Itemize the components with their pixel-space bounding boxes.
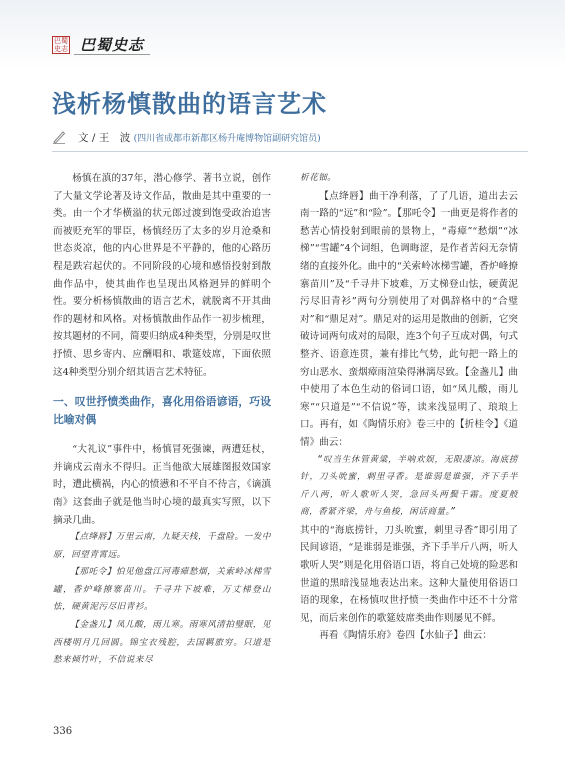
author-affiliation: (四川省成都市新都区杨升庵博物馆副研究馆员) [133,134,321,144]
body-paragraph: “大礼议”事件中，杨慎冒死强谏，两遭廷杖，并谪戍云南永不得归。正当他欲大展雄图报效国家时，遭此横祸，内心的愤懑和不平自不待言，《谪滇南》这套曲子就是他当时心境的最真实写照，以下摘录几曲。 [53,444,271,526]
body-paragraph: 其中的“海底捞针，刀头吮蜜，刺里寻香”即引用了民间谚语，“是谁弱是谁强，齐下手半斤八两，听人歌听人哭”则是化用俗语口语，将自己处境的险恶和世道的黑暗浅显地表达出来。这种大量使用俗语口语的现象，在杨慎叹世抒愤一类曲作中还不十分常见，而后来创作的歌筵妓席类曲作则屡见不鲜。 [300,524,518,624]
pen-icon [52,130,66,144]
body-paragraph: 【点绛唇】曲干净利落，了了几语，道出去云南一路的“远”和“险”。【那吒令】一曲更是将作者的愁苦心情投射到眼前的景物上，“毒瘴”“愁烟”“冰梯”“雪罐”4个词组，色调晦涩，是作者苦闷无奈情绪的直接外化。曲中的“关索岭冰梯雪罐，香炉峰撩寨苗川”及“千寻井下坡难，万丈梯登山怯，硬黄泥污尽旧青衫”两句分别使用了对偶辞格中的“合璧对”和“鼎足对”。鼎足对的运用是散曲的创新，它突破诗词两句成对的局限，连3个句子互成对偶，句式整齐、语意连贯，兼有排比气势，此句把一路上的穷山恶水、蛮烟瘴雨渲染得淋漓尽致。【金盏儿】曲中使用了本色生动的俗词口语，如“凤儿酸，雨儿寒”“只道是”“不信说”等，读来浅显明了、琅琅上口。再有，如《陶情乐府》卷三中的【折桂令】《道情》曲云： [300,190,518,448]
left-column [53,170,271,670]
verse-quote: “叹当生休管黄粱，半响欢娱，无限凄凉。海底捞针，刀头吮蜜，刺里寻香。是谁弱是谁强，齐下手半斤八两，听人歌听人哭，急回头两鬓千霜。度夏般商，香紧齐梁，舟与鱼梭，闲话商量。” [300,454,518,518]
body-paragraph: 杨慎在滇的37年，潜心修学、著书立说，创作了大量文学论著及诗文作品，散曲是其中重要的一类。由一个才华横溢的状元郎过渡到饱受政治追害而被贬充军的罪臣，杨慎经历了太多的岁月沧桑和世态炎凉，他的内心世界是不平静的，他的心路历程是跌宕起伏的。不同阶段的心境和感悟投射到散曲作品中，使其曲作也呈现出风格迥异的鲜明个性。要分析杨慎散曲的语言艺术，就脱离不开其曲作的题材和风格。对杨慎散曲作品作一初步梳理，按其题材的不同，简要归纳成4种类型，分别是叹世抒愤、思乡寄内、应酬唱和、歌筵妓席，下面依照这4种类型分别介绍其语言艺术特征。 [53,173,271,378]
page-number: 336 [53,726,73,737]
body-paragraph: 再看《陶情乐府》卷四【水仙子】曲云： [319,630,492,642]
verse-quote: 【那吒令】怕见他盘江河毒瘴愁烟，关索岭冰梯雪罐，香炉峰撩寨苗川。千寻井下坡难，万丈梯登山怯，硬黄泥污尽旧青衫。 [53,567,271,613]
column-logo: 巴蜀史志 [80,36,145,54]
verse-continuation: 析花钿。 [300,173,337,183]
logo-underline [74,54,150,55]
column-seal: 巴蜀史志 [54,37,68,53]
section-heading: 一、叹世抒愤类曲作，喜化用俗语谚语，巧设比喻对偶 [53,395,271,427]
verse-quote: 【点绛唇】万里云南，九疑天栈，千盘险。一发中原，回望青霄远。 [53,532,271,560]
author-line [78,130,321,145]
verse-quote: 【金盏儿】凤儿酸，雨儿寒。雨寒风清拍璧眠，见西楼明月几回圆。锦宝衣残腔，去国羁旅穷。只道是愁来倾竹叶，不信说来尽 [53,620,271,666]
article-title: 浅析杨慎散曲的语言艺术 [52,89,327,118]
right-column [300,170,518,645]
header-rule [52,151,528,152]
author-name: 文 / 王 波 [78,132,131,144]
